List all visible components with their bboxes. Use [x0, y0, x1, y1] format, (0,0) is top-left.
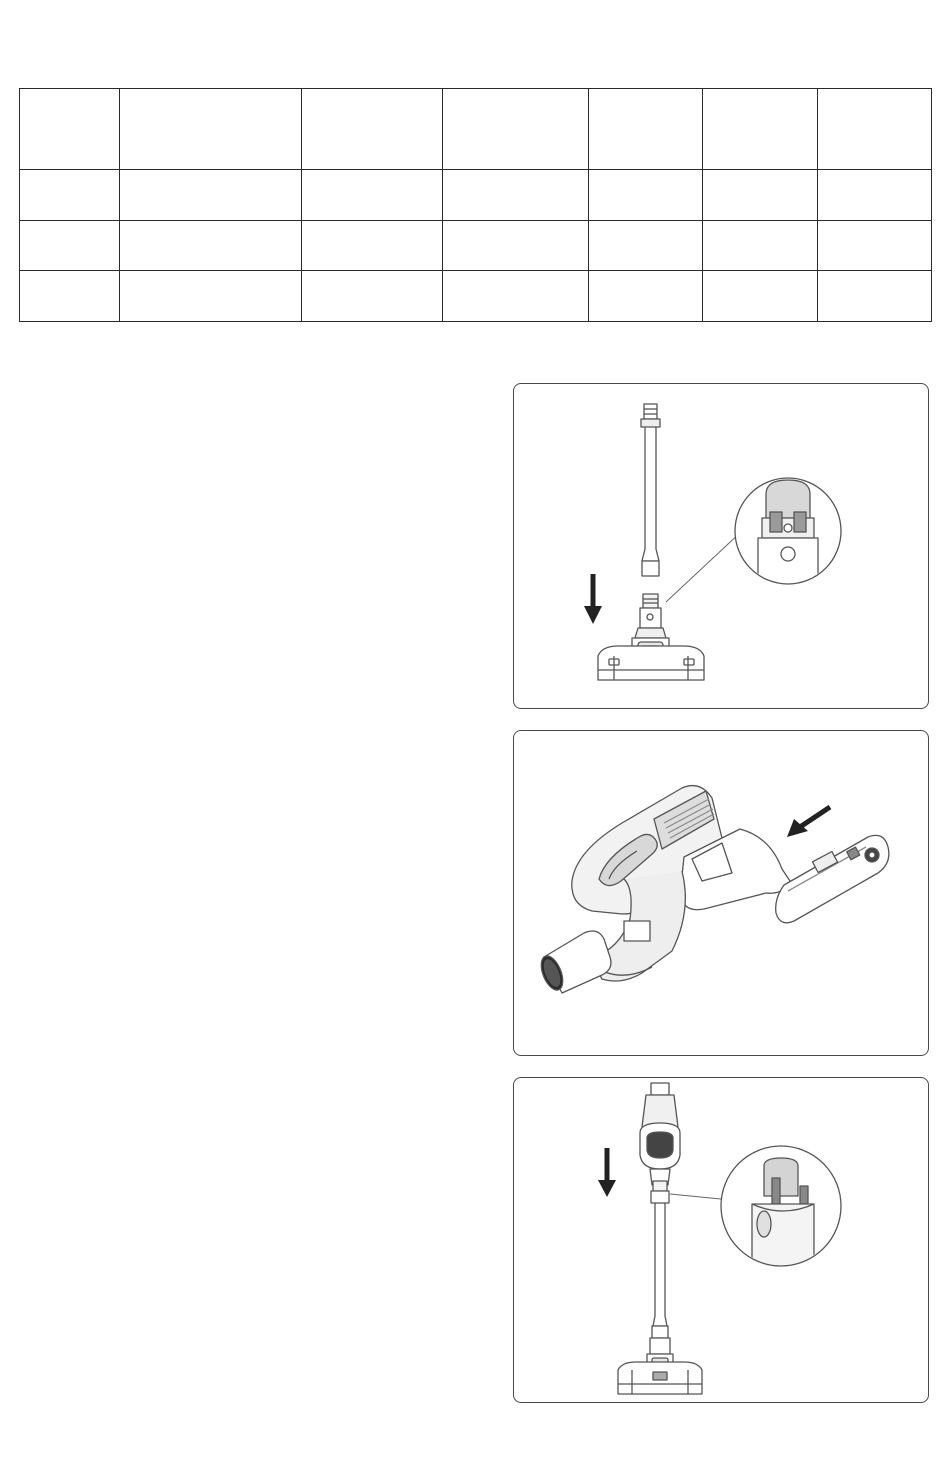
table-cell — [120, 220, 302, 271]
table-cell — [703, 170, 818, 221]
table-row — [20, 170, 932, 221]
table-row — [20, 220, 932, 271]
table-cell — [818, 271, 932, 322]
table-cell — [120, 89, 302, 170]
connector-zoom-detail — [721, 1146, 841, 1274]
figure-panel-tube-to-brush — [513, 383, 929, 709]
table-cell — [302, 170, 443, 221]
table-cell — [703, 271, 818, 322]
table-cell — [20, 170, 120, 221]
table-header-row — [20, 89, 932, 170]
battery-pack-drawing — [776, 835, 889, 922]
table-cell — [20, 89, 120, 170]
figure-panel-battery-insert — [513, 730, 929, 1056]
table-cell — [589, 271, 703, 322]
extension-tube-drawing — [641, 404, 660, 576]
handheld-to-tube-illustration — [514, 1078, 930, 1404]
table-cell — [443, 220, 589, 271]
table-cell — [818, 89, 932, 170]
tube-and-brush-drawing — [618, 1181, 702, 1394]
table-cell — [443, 89, 589, 170]
connector-zoom-detail — [735, 478, 841, 598]
table-cell — [443, 271, 589, 322]
arrow-down-icon — [584, 574, 602, 624]
table-cell — [120, 170, 302, 221]
table-cell — [120, 271, 302, 322]
figure-panel-handheld-to-tube — [513, 1077, 929, 1403]
arrow-down-icon — [598, 1148, 616, 1197]
table-cell — [443, 170, 589, 221]
table-cell — [703, 89, 818, 170]
table-cell — [589, 170, 703, 221]
handheld-unit-drawing — [537, 786, 790, 994]
floor-brush-drawing — [598, 594, 704, 680]
tube-to-brush-illustration — [514, 384, 930, 710]
table-cell — [20, 271, 120, 322]
table-cell — [20, 220, 120, 271]
table-cell — [302, 271, 443, 322]
table-cell — [302, 220, 443, 271]
table-row — [20, 271, 932, 322]
table-cell — [589, 89, 703, 170]
table-cell — [589, 220, 703, 271]
table-cell — [818, 170, 932, 221]
handheld-unit-drawing — [640, 1083, 680, 1185]
arrow-diagonal-icon — [787, 807, 830, 837]
spec-table — [19, 88, 932, 322]
battery-insert-illustration — [514, 731, 930, 1057]
table-cell — [818, 220, 932, 271]
table-cell — [302, 89, 443, 170]
table-cell — [703, 220, 818, 271]
